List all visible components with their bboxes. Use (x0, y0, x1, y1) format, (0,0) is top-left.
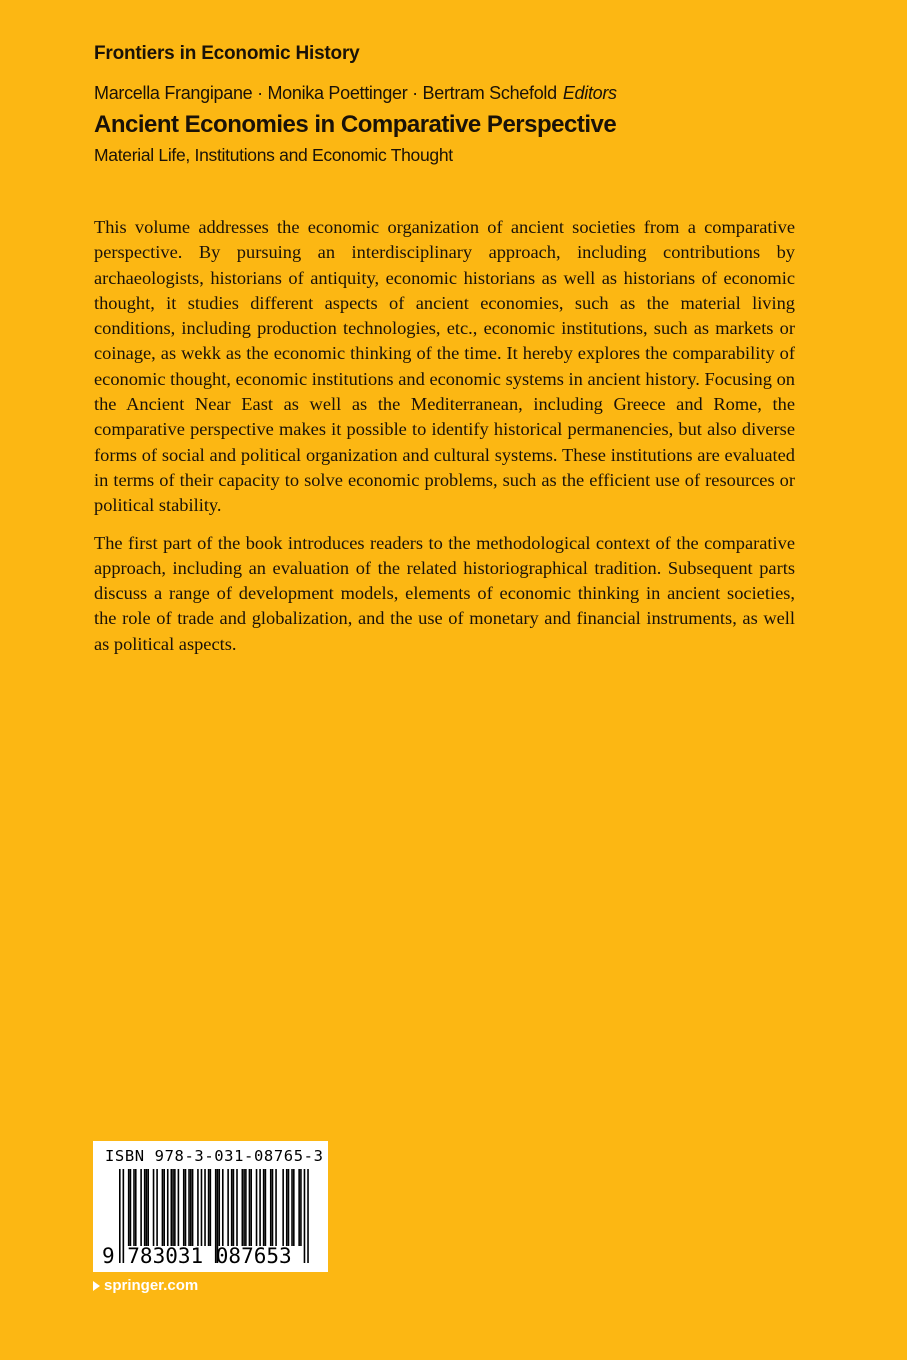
barcode-bar (146, 1169, 148, 1246)
barcode-bar (153, 1169, 155, 1246)
barcode-bar (197, 1169, 199, 1246)
barcode-bar (163, 1169, 165, 1246)
barcode-digits: 9 783031 087653 (102, 1244, 292, 1268)
blurb-paragraph: This volume addresses the economic organization of ancient societies from a comparative perspective. By pursuing an interdisciplinary approach, including contributions by archaeologists, historians of antiquity, economic historians as well as historians of economic thought, it studies different aspects of ancient economies, such as the material living conditions, including production technologies, etc., economic institutions, such as markets or coinage, as wekk as the economic thinking of the time. It hereby explores the comparability of economic thought, economic institutions and economic systems in ancient history. Focusing on the Ancient Near East as well as the Mediterranean, including Greece and Rome, the comparative perspective makes it possible to identify historical permanencies, but also diverse forms of social and political organization and cultural systems. These institutions are evaluated in terms of their capacity to solve economic problems, such as the efficient use of resources or political stability. (94, 217, 795, 516)
barcode-bar (204, 1169, 206, 1246)
blurb (94, 215, 795, 669)
barcode-bar (236, 1169, 238, 1246)
barcode-bar (133, 1169, 135, 1246)
website-label: springer.com (104, 1277, 199, 1294)
barcode-bar (218, 1169, 220, 1246)
barcode-bar (144, 1169, 146, 1246)
barcode-bar (162, 1169, 164, 1246)
editors-role: Editors (562, 83, 617, 103)
barcode-bar (190, 1169, 192, 1246)
barcode-bar (243, 1169, 245, 1246)
isbn-label: ISBN 978-3-031-08765-3 (105, 1147, 324, 1165)
barcode-bar (188, 1169, 190, 1246)
editors-line (94, 83, 617, 104)
barcode-bar (156, 1169, 158, 1246)
barcode-bar (231, 1169, 233, 1246)
barcode-bar (140, 1169, 142, 1246)
barcode-bar (210, 1169, 212, 1246)
arrow-right-icon (93, 1281, 100, 1291)
barcode-bar (242, 1169, 244, 1246)
barcode-bar (272, 1169, 274, 1246)
barcode-bar (265, 1169, 267, 1246)
barcode-bar (282, 1169, 284, 1246)
barcode-bar (304, 1169, 306, 1263)
blurb-paragraph: The first part of the book introduces readers to the methodological context of the comparative approach, including an evaluation of the related historiographical tradition. Subsequent parts discuss a range of development models, elements of economic thinking in ancient societies, the role of trade and globalization, and the use of monetary and financial instruments, as well as political aspects. (94, 532, 795, 654)
barcode-bar (192, 1169, 194, 1246)
isbn-barcode (93, 1141, 328, 1272)
barcode-bar (300, 1169, 302, 1246)
barcode-bar (275, 1169, 277, 1246)
barcode-bar (298, 1169, 300, 1246)
barcode-bar (227, 1169, 229, 1246)
barcode-bar (222, 1169, 224, 1246)
barcode-bar (256, 1169, 258, 1246)
book-title: Ancient Economies in Comparative Perspective (94, 111, 617, 138)
barcode-bar (233, 1169, 235, 1246)
book-subtitle: Material Life, Institutions and Economic Thought (94, 145, 453, 165)
barcode-bar (171, 1169, 173, 1246)
barcode-bar (178, 1169, 180, 1246)
barcode-bar (250, 1169, 252, 1246)
barcode-bar (130, 1169, 132, 1246)
barcode-bar (128, 1169, 130, 1246)
editor-names: Marcella Frangipane · Monika Poettinger · Bertram Schefold (94, 83, 557, 103)
barcode-bar (185, 1169, 187, 1246)
barcode-bar (263, 1169, 265, 1246)
barcode-bar (208, 1169, 210, 1246)
publisher-website[interactable] (93, 1277, 198, 1294)
barcode-bar (293, 1169, 295, 1246)
barcode-bar (286, 1169, 288, 1246)
barcode-bar (147, 1169, 149, 1246)
barcode-bar (201, 1169, 203, 1246)
barcode-bar (135, 1169, 137, 1246)
barcode-bar (172, 1169, 174, 1246)
barcode-bar (174, 1169, 176, 1246)
barcode-bar (259, 1169, 261, 1246)
barcode-bar (291, 1169, 293, 1246)
barcode-bar (270, 1169, 272, 1246)
series-name: Frontiers in Economic History (94, 43, 360, 64)
barcode-bar (249, 1169, 251, 1246)
barcode-bar (167, 1169, 169, 1246)
barcode-bar (183, 1169, 185, 1246)
barcode-bar (307, 1169, 309, 1263)
barcode-bar (245, 1169, 247, 1246)
barcode-bar (288, 1169, 290, 1246)
